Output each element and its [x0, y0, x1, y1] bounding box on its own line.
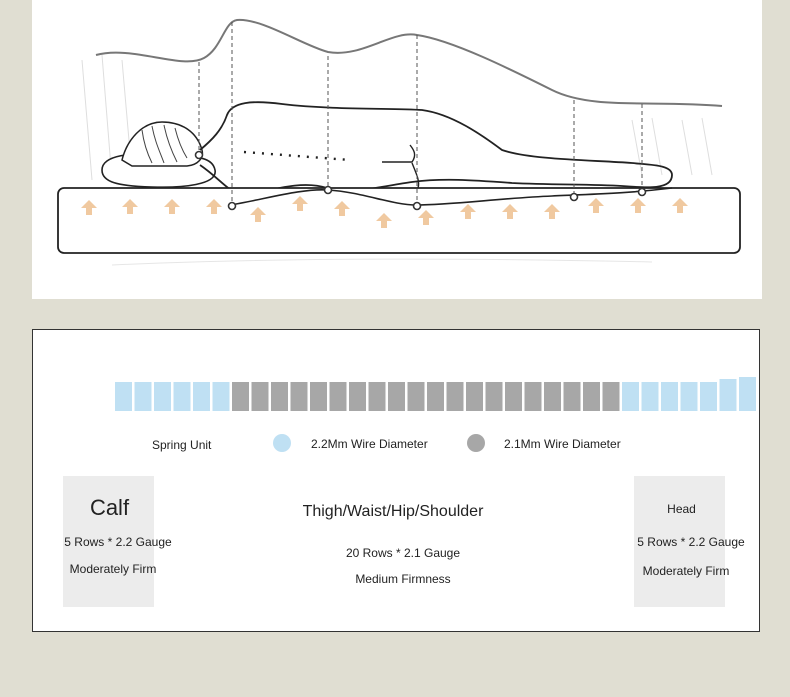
spring-21 — [271, 382, 288, 411]
spring-21 — [447, 382, 464, 411]
calf-zone-rows: 5 Rows * 2.2 Gauge — [64, 535, 172, 549]
head-zone-rows: 5 Rows * 2.2 Gauge — [637, 535, 745, 549]
spring-21 — [505, 382, 522, 411]
middle-zone-title: Thigh/Waist/Hip/Shoulder — [302, 503, 484, 520]
body-outline — [200, 102, 672, 195]
head-zone-title: Head — [667, 502, 696, 516]
spring-21 — [603, 382, 620, 411]
spring-21 — [330, 382, 347, 411]
spring-22 — [720, 379, 737, 411]
spring-21 — [564, 382, 581, 411]
wire-22-label: 2.2Mm Wire Diameter — [311, 437, 428, 451]
spring-21 — [525, 382, 542, 411]
calf-zone-title: Calf — [89, 495, 130, 520]
spring-21 — [583, 382, 600, 411]
spring-21 — [544, 382, 561, 411]
wire-21-swatch — [467, 434, 485, 452]
spring-21 — [291, 382, 308, 411]
body-on-mattress-drawing — [32, 0, 762, 299]
calf-zone-firmness: Moderately Firm — [69, 562, 157, 576]
spring-21 — [466, 382, 483, 411]
spring-zone-spec-panel — [32, 329, 760, 632]
spring-21 — [310, 382, 327, 411]
spring-unit-label: Spring Unit — [152, 438, 212, 452]
middle-zone-rows: 20 Rows * 2.1 Gauge — [345, 546, 461, 560]
spring-22 — [154, 382, 171, 411]
head-zone-firmness: Moderately Firm — [642, 564, 730, 578]
spring-21 — [252, 382, 269, 411]
mattress — [58, 188, 740, 253]
spring-unit-diagram — [33, 330, 759, 450]
middle-zone-firmness: Medium Firmness — [355, 572, 451, 586]
spring-22 — [622, 382, 639, 411]
spring-21 — [388, 382, 405, 411]
spring-22 — [642, 382, 659, 411]
spring-22 — [174, 382, 191, 411]
spring-21 — [427, 382, 444, 411]
spring-22 — [700, 382, 717, 411]
wire-22-swatch — [273, 434, 291, 452]
spring-22 — [115, 382, 132, 411]
pressure-guides — [199, 22, 642, 205]
wire-21-label: 2.1Mm Wire Diameter — [504, 437, 621, 451]
spring-22 — [213, 382, 230, 411]
sleeping-figure-illustration — [32, 0, 762, 299]
spring-21 — [232, 382, 249, 411]
spring-21 — [408, 382, 425, 411]
spring-22 — [739, 377, 756, 411]
body-silhouette-curve — [96, 20, 722, 106]
spring-22 — [135, 382, 152, 411]
spring-22 — [193, 382, 210, 411]
arm-dotted-line — [244, 152, 350, 160]
spring-22 — [661, 382, 678, 411]
spring-22 — [681, 382, 698, 411]
spring-21 — [369, 382, 386, 411]
spring-21 — [349, 382, 366, 411]
spring-21 — [486, 382, 503, 411]
